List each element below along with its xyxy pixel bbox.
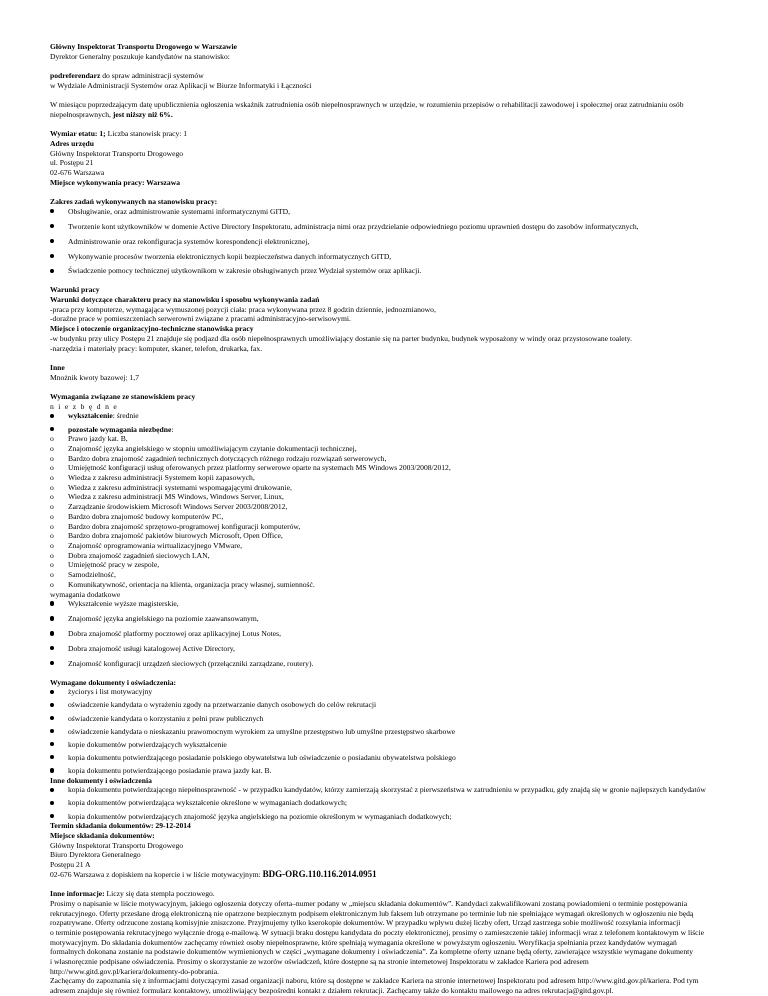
conditions-subheading: Warunki dotyczące charakteru pracy na stanowisku i sposobu wykonywania zadań [50, 295, 320, 305]
bullet-icon [50, 703, 54, 707]
info-line: adresem znajduje się również formularz kontaktowy, umożliwiający bezpośredni kontakt z działem rekrutacji. Zachęcamy także do kontaktu mailowego na adres rekrutacja@gitd.gov.pl. [50, 986, 614, 996]
list-item: Tworzenie kont użytkowników w domenie Active Directory Inspektoratu, administracja nimi oraz przydzielanie odpowiedniego poziomu uprawnień dostępu do zasobów informatycznych, [50, 222, 730, 232]
multiplier: Mnożnik kwoty bazowej: 1,7 [50, 372, 140, 382]
list-item: o Prawo jazdy kat. B, [50, 434, 128, 444]
info-line: Prosimy o napisanie w liście motywacyjnym, jakiego ogłoszenia dotyczy oferta–numer podany w „miejscu składania dokumentów”. Kandydaci zakwalifikowani zostaną powiadomieni o terminie postępowania [50, 898, 688, 908]
info-line: o terminie postępowania rekrutacyjnego wyłącznie drogą e-mailową. W sytuacji braku dostępu kandydata do poczty elektronicznej, prosimy o zamieszczenie takiej informacji wraz z telefonem kontaktowym w liście [50, 927, 705, 937]
conditions-line: -praca przy komputerze, wymagająca wymuszonej pozycji ciała: praca wykonywana przez 8 godzin dziennie, jednozmianowo, [50, 304, 436, 314]
list-item: o Samodzielność, [50, 570, 116, 580]
list-item: kopie dokumentów potwierdzających wykształcenie [50, 740, 730, 750]
other-documents-heading: Inne dokumenty i oświadczenia [50, 775, 152, 785]
employment-info: Wymiar etatu: 1; Liczba stanowisk pracy: 1 [50, 129, 188, 139]
list-item: o Wiedza z zakresu administracji MS Windows, Windows Server, Linux, [50, 492, 284, 502]
circle-bullet-icon: o [50, 579, 54, 589]
list-item: kopia dokumentu potwierdzającego posiadanie polskiego obywatelstwa lub oświadczenie o posiadaniu obywatelstwa polskiego [50, 753, 730, 763]
list-item: o Wiedza z zakresu administracji Systemem kopii zapasowych, [50, 473, 255, 483]
info-link[interactable]: http://www.gitd.gov.pl/kariera/dokumenty-do-pobrania. [50, 966, 219, 976]
job-announcement [50, 42, 730, 996]
additional-list [50, 599, 730, 668]
bullet-icon [50, 646, 54, 650]
disability-note: W miesiącu poprzedzającym datę upublicznienia ogłoszenia wskaźnik zatrudnienia osób niepełnosprawnych w urzędzie, w rozumieniu przepisów o rehabilitacji zawodowej i społecznej oraz zatrudnianiu osób niepełnosprawnych, jest niższy niż 6%. [50, 100, 684, 119]
list-item: kopia dokumentów potwierdzająca wykształcenie określone w wymaganiach dodatkowych; [50, 798, 730, 808]
position-title: podreferendarz do spraw administracji systemów [50, 71, 204, 81]
circle-bullet-icon: o [50, 540, 54, 550]
other-heading: Inne [50, 362, 65, 372]
other-documents-list [50, 785, 730, 821]
bullet-icon [50, 601, 54, 605]
list-item: wykształcenie: średnie [50, 411, 730, 421]
reference-code: BDG-ORG.110.116.2014.0951 [262, 868, 377, 879]
circle-bullet-icon: o [50, 570, 54, 580]
list-item: o Znajomość języka angielskiego w stopniu umożliwiającym czytanie dokumentacji technicznej, [50, 443, 357, 453]
info-line: formalnych dokonana zostanie na podstawie dokumentów wymienionych w części „wymagane dokumenty i oświadczenia”. Za kompletne oferty uznane będą oferty, zawierające wszystkie wymagane dokumenty [50, 947, 694, 957]
circle-bullet-icon: o [50, 482, 54, 492]
submission-address-line: Główny Inspektorat Transportu Drogowego [50, 840, 184, 850]
address-heading: Adres urzędu [50, 138, 94, 148]
circle-bullet-icon: o [50, 511, 54, 521]
info-line: i własnoręcznie podpisane oświadczenia. Prosimy o skorzystanie ze wzorów oświadczeń, które dostępne są na stronie internetowej Inspektoratu w zakładce Kariera pod adresem [50, 957, 589, 967]
circle-bullet-icon: o [50, 463, 54, 473]
address-line: 02-676 Warszawa [50, 168, 105, 178]
list-item: o Bardzo dobra znajomość budowy komputerów PC, [50, 511, 224, 521]
requirements-heading: Wymagania związane ze stanowiskiem pracy [50, 392, 196, 402]
environment-heading: Miejsce i otoczenie organizacyjno-techniczne stanowiska pracy [50, 324, 254, 334]
list-item: oświadczenie kandydata o nieskazaniu prawomocnym wyrokiem za umyślne przestępstwo lub umyślne przestępstwo skarbowe [50, 727, 730, 737]
conditions-heading: Warunki pracy [50, 285, 100, 295]
list-item: o Umiejętność konfiguracji usług oferowanych przez platformy serwerowe oparte na systemach MS Windows 2003/2008/2012, [50, 463, 451, 473]
bullet-icon [50, 716, 54, 720]
list-item: Obsługiwanie, oraz administrowanie systemami informatycznymi GITD, [50, 207, 730, 217]
list-item: Znajomość konfiguracji urządzeń sieciowych (przełączniki zarządzane, routery). [50, 659, 730, 669]
address-line: ul. Postępu 21 [50, 158, 94, 168]
intro-text: Dyrektor Generalny poszukuje kandydatów na stanowisko: [50, 51, 230, 61]
bullet-icon [50, 690, 54, 694]
list-item: o Wiedza z zakresu administracji systemami wspomagającymi drukowanie, [50, 482, 292, 492]
list-item: Dobra znajomość usługi katalogowej Active Directory, [50, 644, 730, 654]
required-sub-list [50, 434, 730, 589]
submission-address-line: Postępu 21 A [50, 860, 91, 870]
list-item: oświadczenie kandydata o korzystaniu z pełni praw publicznych [50, 714, 730, 724]
tasks-list [50, 207, 730, 276]
documents-heading: Wymagane dokumenty i oświadczenia: [50, 677, 177, 687]
list-item: oświadczenie kandydata o wyrażeniu zgody na przetwarzanie danych osobowych do celów rekrutacji [50, 700, 730, 710]
circle-bullet-icon: o [50, 502, 54, 512]
additional-label: wymagania dodatkowe [50, 589, 121, 599]
circle-bullet-icon: o [50, 453, 54, 463]
conditions-line: -doraźne prace w pomieszczeniach serwerowni związane z pracami administracyjno-serwisowymi. [50, 314, 351, 324]
list-item: o Znajomość oprogramowania wirtualizacyjnego VMware, [50, 540, 243, 550]
list-item: Dobra znajomość platformy pocztowej oraz aplikacyjnej Lotus Notes, [50, 629, 730, 639]
bullet-icon [50, 801, 54, 805]
documents-list [50, 687, 730, 775]
list-item: o Bardzo dobra znajomość sprzętowo-programowej konfiguracji komputerów, [50, 521, 301, 531]
tasks-heading: Zakres zadań wykonywanych na stanowisku pracy: [50, 197, 218, 207]
circle-bullet-icon: o [50, 434, 54, 444]
list-item: o Zarządzanie środowiskiem Microsoft Windows Server 2003/2008/2012, [50, 502, 288, 512]
list-item: o Umiejętność pracy w zespole, [50, 560, 160, 570]
info-line: rozpatrywane. Oferty odrzucone zostaną komisyjnie zniszczone. Przyjmujemy tylko kserokopie dokumentów. W przypadku wpływu dużej liczby ofert, Urząd zastrzega sobie możliwość rozsyłania informacji [50, 918, 681, 928]
list-item: Administrowanie oraz rekonfiguracja systemów korespondencji elektronicznej, [50, 237, 730, 247]
position-dept: w Wydziale Administracji Systemów oraz Aplikacji w Biurze Informatyki i Łączności [50, 80, 312, 90]
bullet-icon [50, 414, 54, 418]
list-item: Świadczenie pomocy technicznej użytkownikom w zakresie obsługiwanych przez Wydział systemów oraz aplikacji. [50, 266, 730, 276]
list-item: życiorys i list motywacyjny [50, 687, 730, 697]
list-item: o Dobra znajomość zagadnień sieciowych LAN, [50, 550, 210, 560]
list-item: pozostałe wymagania niezbędne: [50, 425, 730, 435]
bullet-icon [50, 269, 54, 273]
required-main-list [50, 411, 730, 434]
circle-bullet-icon: o [50, 560, 54, 570]
circle-bullet-icon: o [50, 443, 54, 453]
list-item: o Komunikatywność, orientacja na klienta, organizacja pracy własnej, sumienność. [50, 579, 315, 589]
bullet-icon [50, 631, 54, 635]
list-item: o Bardzo dobra znajomość pakietów biurowych Microsoft, Open Office, [50, 531, 283, 541]
list-item: kopia dokumentów potwierdzających znajomość języka angielskiego na poziomie określonym w wymaganiach dodatkowych; [50, 812, 730, 822]
bullet-icon [50, 224, 54, 228]
info-line: rekrutacyjnego. Oferty przesłane drogą elektroniczną nie opatrzone bezpiecznym podpisem elektronicznym lub faksem lub otrzymane po terminie lub nie spełniające wymagań określonych w ogłoszeniu nie będą [50, 908, 694, 918]
bullet-icon [50, 239, 54, 243]
environment-line: -narzędzia i materiały pracy: komputer, skaner, telefon, drukarka, fax. [50, 343, 263, 353]
bullet-icon [50, 616, 54, 620]
submission-place-heading: Miejsce składania dokumentów: [50, 830, 155, 840]
bullet-icon [50, 729, 54, 733]
list-item: Znajomość języka angielskiego na poziomie zaawansowanym, [50, 614, 730, 624]
info-line: motywacyjnym. Do składania dokumentów zachęcamy również osoby niepełnosprawne, które spełniają wymagania określone w powyższym ogłoszeniu. Weryfikacja spełniania przez kandydatów wymagań [50, 937, 677, 947]
circle-bullet-icon: o [50, 473, 54, 483]
list-item: kopia dokumentu potwierdzającego posiadanie prawa jazdy kat. B. [50, 766, 730, 776]
list-item: o Bardzo dobra znajomość zagadnień technicznych dotyczących różnego rodzaju rozwiązań serwerowych, [50, 453, 387, 463]
envelope-note: 02-676 Warszawa z dopiskiem na kopercie i w liście motywacyjnym: BDG-ORG.110.116.2014.0951 [50, 868, 377, 879]
environment-line: -w budynku przy ulicy Postępu 21 znajduje się podjazd dla osób niepełnosprawnych umożliwiający dostanie się na parter budynku, budynek wyposażony w windy oraz przystosowane toalety. [50, 333, 632, 343]
list-item: Wykonywanie procesów tworzenia elektronicznych kopii bezpieczeństwa danych informatycznych GITD, [50, 252, 730, 262]
bullet-icon [50, 768, 54, 772]
bullet-icon [50, 788, 54, 792]
bullet-icon [50, 755, 54, 759]
bullet-icon [50, 254, 54, 258]
circle-bullet-icon: o [50, 492, 54, 502]
submission-address-line: Biuro Dyrektora Generalnego [50, 850, 141, 860]
circle-bullet-icon: o [50, 550, 54, 560]
bullet-icon [50, 427, 54, 431]
workplace: Miejsce wykonywania pracy: Warszawa [50, 177, 180, 187]
bullet-icon [50, 814, 54, 818]
circle-bullet-icon: o [50, 521, 54, 531]
list-item: Wykształcenie wyższe magisterskie, [50, 599, 730, 609]
circle-bullet-icon: o [50, 531, 54, 541]
org-name: Główny Inspektorat Transportu Drogowego w Warszawie [50, 42, 237, 51]
deadline: Termin składania dokumentów: 29-12-2014 [50, 821, 191, 831]
list-item: kopia dokumentu potwierdzającego niepełnosprawność - w przypadku kandydatów, którzy zamierzają skorzystać z pierwszeństwa w zatrudnieniu w przypadku, gdy znajdą się w gronie najlepszych kandydatów [50, 785, 730, 795]
bullet-icon [50, 661, 54, 665]
info-line: Inne informacje: Liczy się data stempla pocztowego. [50, 889, 215, 899]
bullet-icon [50, 209, 54, 213]
info-line: Zachęcamy do zapoznania się z informacjami dotyczącymi zasad organizacji naboru, które są dostępne w zakładce Kariera na stronie internetowej Inspektoratu pod adresem http://www.gitd.gov.pl/kariera. Pod tym [50, 976, 699, 986]
address-line: Główny Inspektorat Transportu Drogowego [50, 148, 184, 158]
bullet-icon [50, 742, 54, 746]
required-label: n i e z b ę d n e [50, 401, 119, 411]
